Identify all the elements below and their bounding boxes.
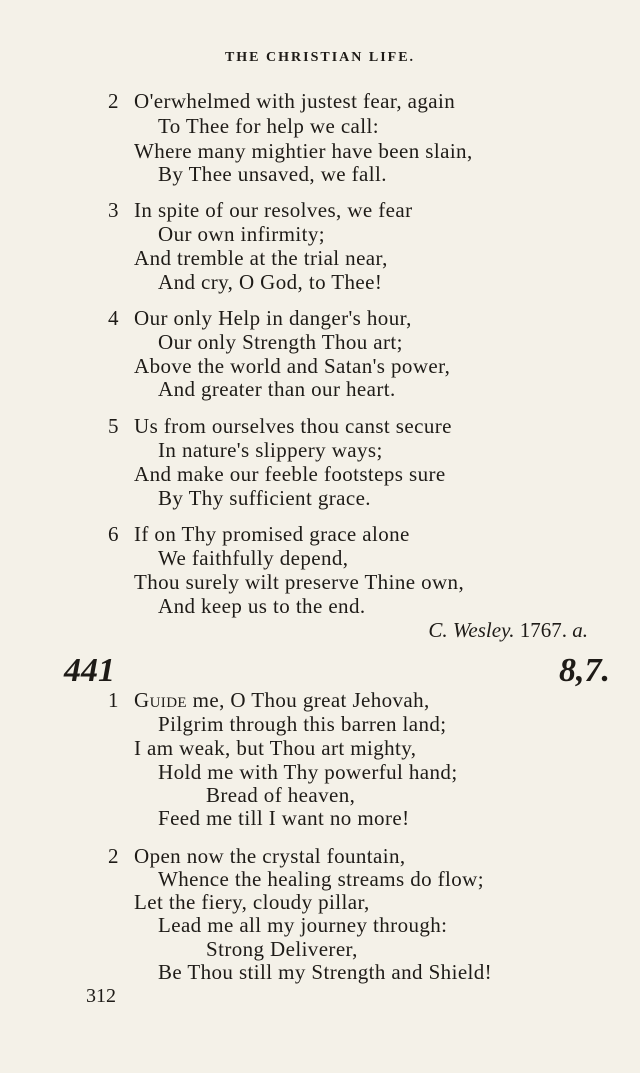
hymn-attribution (428, 618, 588, 643)
author-mark: a. (572, 618, 588, 642)
stanza-number: 3 (108, 198, 119, 222)
verse-line (134, 688, 430, 713)
verse-line: Thou surely wilt preserve Thine own, (134, 570, 465, 594)
hymn-number: 441 (64, 652, 115, 689)
running-head: THE CHRISTIAN LIFE. (224, 50, 416, 65)
verse-line: Open now the crystal fountain, (134, 844, 406, 868)
verse-line: And greater than our heart. (158, 377, 396, 401)
verse-line: And keep us to the end. (158, 594, 366, 618)
verse-line: And cry, O God, to Thee! (158, 270, 383, 294)
first-word: Guide (134, 688, 187, 712)
first-line-rest: me, O Thou great Jehovah, (187, 688, 430, 712)
verse-line: Let the fiery, cloudy pillar, (134, 890, 370, 914)
stanza-number: 2 (108, 844, 119, 868)
verse-line: Whence the healing streams do flow; (158, 867, 484, 891)
verse-line: Our only Strength Thou art; (158, 330, 403, 354)
verse-line: By Thee unsaved, we fall. (158, 162, 387, 186)
verse-line: Be Thou still my Strength and Shield! (158, 960, 493, 984)
verse-line: I am weak, but Thou art mighty, (134, 736, 417, 760)
verse-line: We faithfully depend, (158, 546, 349, 570)
stanza-number: 4 (108, 306, 119, 330)
verse-line: O'erwhelmed with justest fear, again (134, 89, 456, 113)
verse-line: To Thee for help we call: (158, 114, 379, 138)
author-year: 1767. (519, 618, 567, 642)
stanza-number: 2 (108, 89, 119, 113)
hymn-meter: 8,7. (559, 652, 610, 689)
verse-line: If on Thy promised grace alone (134, 522, 410, 546)
verse-line: And make our feeble footsteps sure (134, 462, 446, 486)
verse-line: In spite of our resolves, we fear (134, 198, 413, 222)
verse-line: Strong Deliverer, (206, 937, 358, 961)
verse-line: Our own infirmity; (158, 222, 326, 246)
verse-line: Bread of heaven, (206, 783, 356, 807)
stanza-number: 1 (108, 688, 119, 712)
verse-line: Where many mightier have been slain, (134, 139, 473, 163)
verse-line: And tremble at the trial near, (134, 246, 388, 270)
stanza-number: 5 (108, 414, 119, 438)
verse-line: Pilgrim through this barren land; (158, 712, 447, 736)
verse-line: By Thy sufficient grace. (158, 486, 371, 510)
verse-line: Lead me all my journey through: (158, 913, 448, 937)
verse-line: Us from ourselves thou canst secure (134, 414, 452, 438)
stanza-number: 6 (108, 522, 119, 546)
verse-line: In nature's slippery ways; (158, 438, 383, 462)
verse-line: Our only Help in danger's hour, (134, 306, 412, 330)
verse-line: Feed me till I want no more! (158, 806, 410, 830)
verse-line: Hold me with Thy powerful hand; (158, 760, 458, 784)
author-name: C. Wesley. (428, 618, 515, 642)
page-number: 312 (86, 985, 116, 1007)
verse-line: Above the world and Satan's power, (134, 354, 451, 378)
